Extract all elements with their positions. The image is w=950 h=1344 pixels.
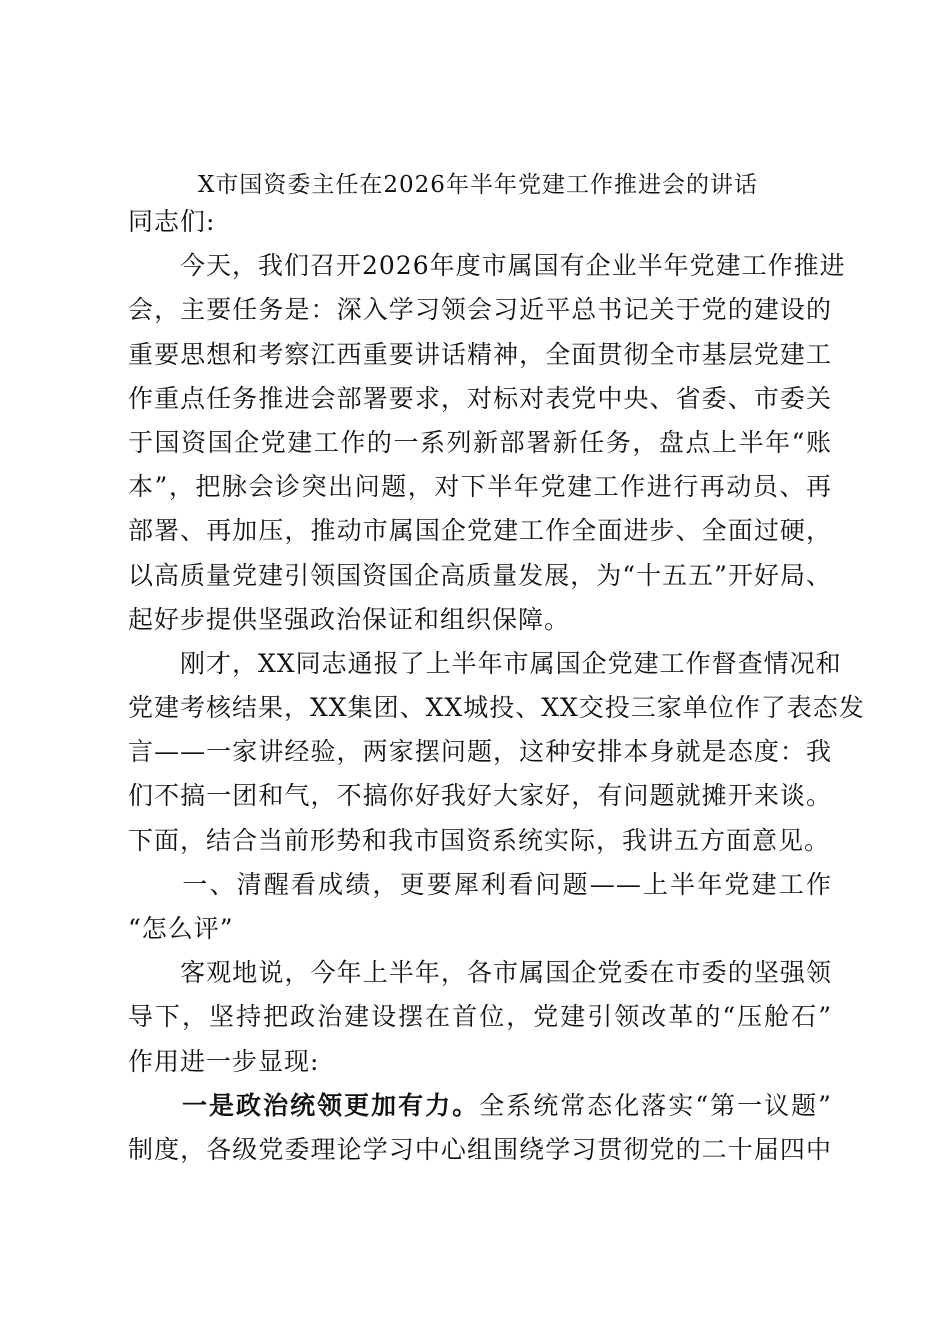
paragraph-1-line-7: 部署、再加压，推动市属国企党建工作全面进步、全面过硬， [128, 516, 832, 546]
paragraph-2-line-1: 刚才，XX同志通报了上半年市属国企党建工作督查情况和 [128, 648, 842, 678]
paragraph-4-line-2: 制度，各级党委理论学习中心组围绕学习贯彻党的二十届四中 [128, 1134, 832, 1164]
paragraph-3-line-3: 作用进一步显现: [128, 1046, 320, 1076]
salutation: 同志们: [128, 207, 216, 236]
paragraph-4-lead-rest: 全系统常态化落实“第一议题” [479, 1090, 832, 1120]
section-heading-1-line-1: 一、清醒看成绩，更要犀利看问题——上半年党建工作 [128, 869, 832, 899]
paragraph-4-line-1 [128, 1084, 832, 1128]
document-body [128, 200, 865, 1172]
paragraph-1-line-9: 起好步提供坚强政治保证和组织保障。 [128, 604, 571, 634]
paragraph-3-line-2: 导下，坚持把政治建设摆在首位，党建引领改革的“压舱石” [128, 1002, 832, 1032]
paragraph-1-line-3: 重要思想和考察江西重要讲话精神，全面贯彻全市基层党建工 [128, 339, 832, 369]
paragraph-2-line-4: 们不搞一团和气，不搞你好我好大家好，有问题就摊开来谈。 [128, 781, 832, 811]
paragraph-2-line-3: 言——一家讲经验，两家摆问题，这种安排本身就是态度：我 [128, 737, 832, 767]
paragraph-4-indent [128, 1091, 182, 1120]
paragraph-2-line-2: 党建考核结果，XX集团、XX城投、XX交投三家单位作了表态发 [128, 693, 865, 723]
paragraph-4-lead-bold: 一是政治统领更加有力。 [182, 1090, 480, 1120]
paragraph-3-line-1: 客观地说，今年上半年，各市属国企党委在市委的坚强领 [128, 958, 832, 988]
section-heading-1-line-2: “怎么评” [128, 914, 234, 943]
paragraph-1-line-4: 作重点任务推进会部署要求，对标对表党中央、省委、市委关 [128, 383, 832, 413]
paragraph-2-line-5: 下面，结合当前形势和我市国资系统实际，我讲五方面意见。 [128, 825, 831, 855]
paragraph-1-line-2: 会，主要任务是：深入学习领会习近平总书记关于党的建设的 [128, 295, 832, 325]
document-title: X市国资委主任在2026年半年党建工作推进会的讲话 [198, 172, 758, 198]
paragraph-1-line-8: 以高质量党建引领国资国企高质量发展，为“十五五”开好局、 [128, 560, 832, 590]
paragraph-1-line-1: 今天，我们召开2026年度市属国有企业半年党建工作推进 [128, 251, 846, 281]
paragraph-1-line-6: 本”，把脉会诊突出问题，对下半年党建工作进行再动员、再 [128, 472, 832, 502]
paragraph-1-line-5: 于国资国企党建工作的一系列新部署新任务，盘点上半年“账 [128, 427, 832, 457]
